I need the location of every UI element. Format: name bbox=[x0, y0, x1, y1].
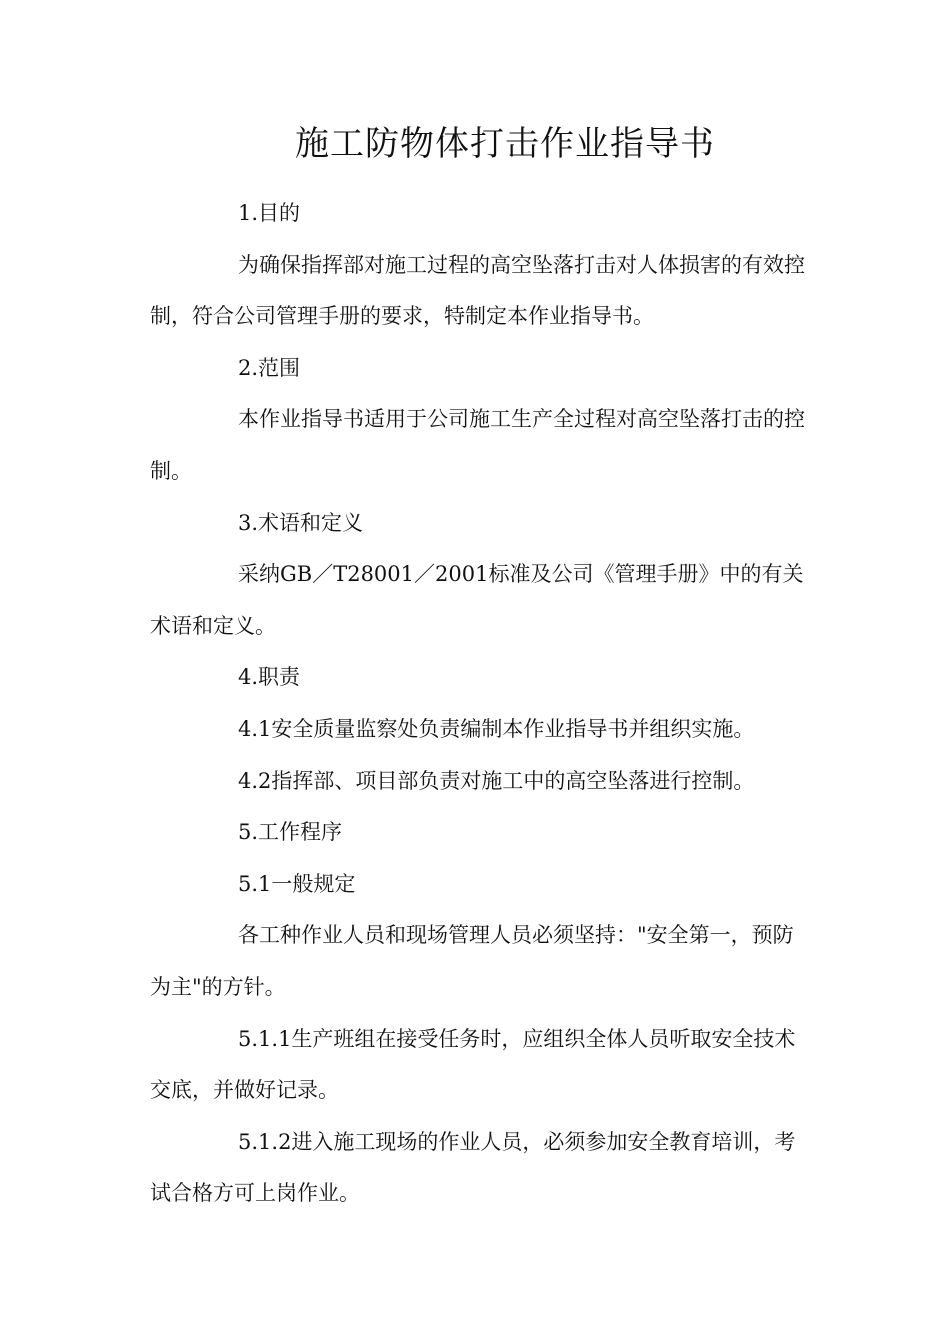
paragraph-rule-5-1-2: 5.1.2进入施工现场的作业人员，必须参加安全教育培训，考试合格方可上岗作业。 bbox=[150, 1129, 796, 1206]
paragraph-purpose: 为确保指挥部对施工过程的高空坠落打击对人体损害的有效控制，符合公司管理手册的要求，特制定本作业指导书。 bbox=[150, 252, 805, 329]
paragraph-rule-5-1-1: 5.1.1生产班组在接受任务时，应组织全体人员听取安全技术交底，并做好记录。 bbox=[150, 1026, 796, 1103]
section-heading-scope: 2.范围 bbox=[238, 355, 301, 380]
section-heading-purpose: 1.目的 bbox=[238, 201, 301, 225]
paragraph-responsibility-4-1: 4.1安全质量监察处负责编制本作业指导书并组织实施。 bbox=[238, 716, 755, 741]
section-heading-responsibilities: 4.职责 bbox=[238, 665, 301, 690]
section-heading-procedure: 5.工作程序 bbox=[238, 820, 343, 845]
subsection-heading-general: 5.1一般规定 bbox=[238, 871, 356, 896]
section-heading-terms: 3.术语和定义 bbox=[238, 510, 364, 535]
paragraph-general-rule: 各工种作业人员和现场管理人员必须坚持："安全第一，预防为主"的方针。 bbox=[150, 923, 794, 999]
paragraph-scope: 本作业指导书适用于公司施工生产全过程对高空坠落打击的控制。 bbox=[150, 407, 805, 483]
document-body bbox=[150, 188, 806, 1220]
paragraph-terms: 采纳GB／T28001／2001标准及公司《管理手册》中的有关术语和定义。 bbox=[150, 562, 804, 638]
document-title: 施工防物体打击作业指导书 bbox=[295, 124, 715, 164]
paragraph-responsibility-4-2: 4.2指挥部、项目部负责对施工中的高空坠落进行控制。 bbox=[238, 768, 755, 793]
